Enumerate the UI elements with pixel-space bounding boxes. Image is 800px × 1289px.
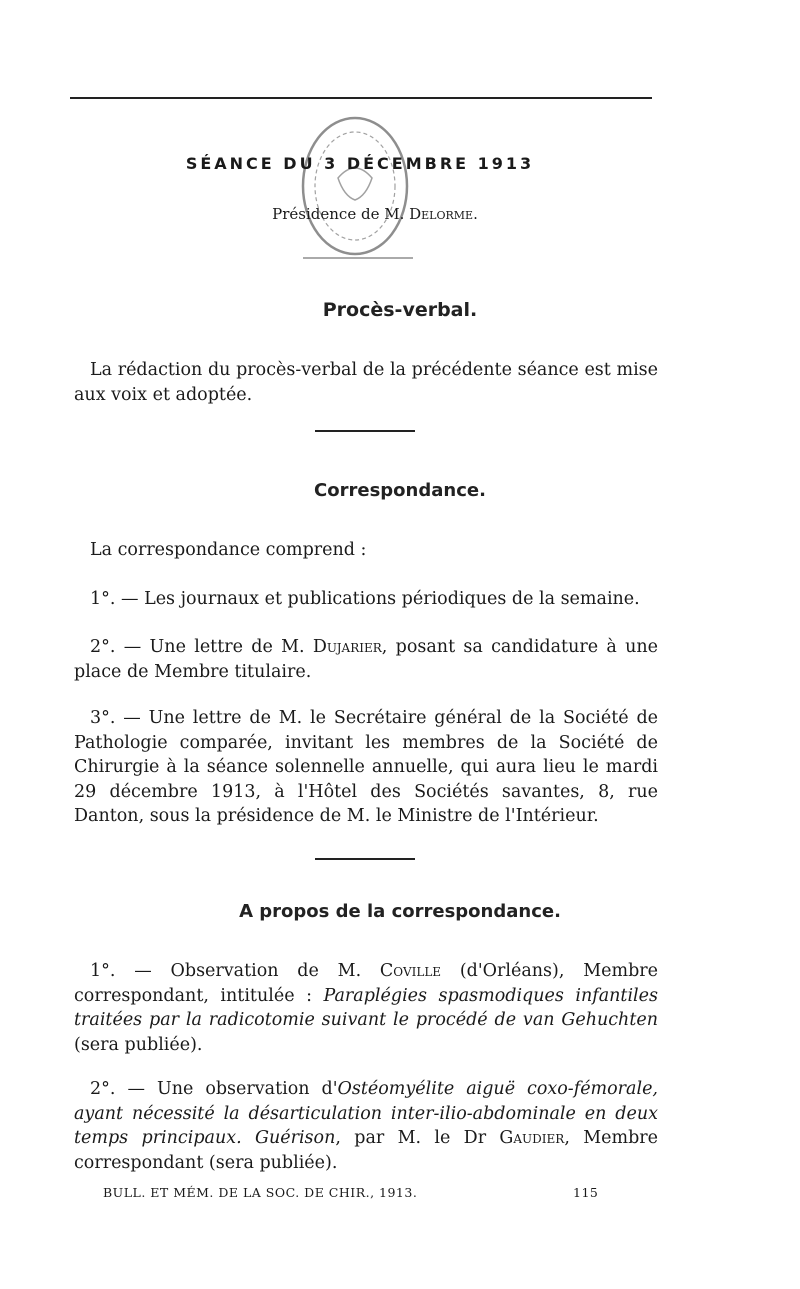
journal-reference: BULL. ET MÉM. DE LA SOC. DE CHIR., 1913.: [103, 1185, 418, 1200]
item1-mid: (d'Orléans), Membre correspondant, intitulée :: [74, 961, 658, 1006]
presidence-prefix: Présidence de M.: [272, 205, 410, 223]
a-propos-item-2: [74, 1077, 658, 1175]
page-number: 115: [573, 1185, 599, 1200]
president-name: Delorme.: [409, 205, 478, 223]
a-propos-heading: A propos de la correspondance.: [239, 901, 561, 922]
item2-prefix: 2°. — Une observation d': [90, 1079, 338, 1099]
a-propos-item-1: [74, 959, 658, 1057]
correspondance-item-1: 1°. — Les journaux et publications périodiques de la semaine.: [90, 589, 640, 609]
item2-suffix: , Membre correspondant (sera publiée).: [74, 1128, 658, 1173]
observation-title: Paraplégies spasmodiques infantiles traitées par la radicotomie suivant le procédé de van Gehuchten: [74, 985, 658, 1030]
item1-suffix: (sera publiée).: [74, 1034, 203, 1055]
proces-verbal-heading: Procès-verbal.: [322, 299, 478, 321]
item2-mid: , par M. le Dr: [335, 1128, 500, 1148]
correspondance-item-3: 3°. — Une lettre de M. le Secrétaire général de la Société de Pathologie comparée, invitant les membres de la Société de Chirurgie à la séance solennelle annuelle, qui aura lieu le mardi 29 décembre 1913, à l'Hôtel des Sociétés savantes, 8, rue Danton, sous la présidence de M. le Ministre de l'Intérieur.: [74, 708, 658, 826]
presidence-line: [250, 205, 500, 223]
proces-verbal-text: La rédaction du procès-verbal de la précédente séance est mise aux voix et adoptée.: [74, 360, 658, 405]
member-name: Coville: [379, 961, 442, 981]
item1-prefix: 1°. — Observation de M.: [90, 961, 380, 981]
member-name: Gaudier: [499, 1128, 565, 1148]
item2-prefix: 2°. — Une lettre de M.: [90, 637, 313, 657]
top-rule: [70, 97, 652, 99]
correspondance-heading: Correspondance.: [314, 480, 486, 501]
seance-title: SÉANCE DU 3 DÉCEMBRE 1913: [185, 154, 535, 173]
item2-suffix: , posant sa candidature à une place de Membre titulaire.: [74, 637, 659, 682]
section-divider: [315, 430, 415, 432]
section-divider: [315, 858, 415, 860]
correspondance-item-2: [74, 635, 658, 684]
member-name: Dujarier: [312, 637, 382, 657]
library-stamp-icon: [293, 108, 423, 270]
correspondance-intro: La correspondance comprend :: [90, 540, 367, 560]
observation-title: Ostéomyélite aiguë coxo-fémorale, ayant nécessité la désarticulation inter-ilio-abdominale en deux temps principaux. Guérison: [74, 1079, 658, 1148]
